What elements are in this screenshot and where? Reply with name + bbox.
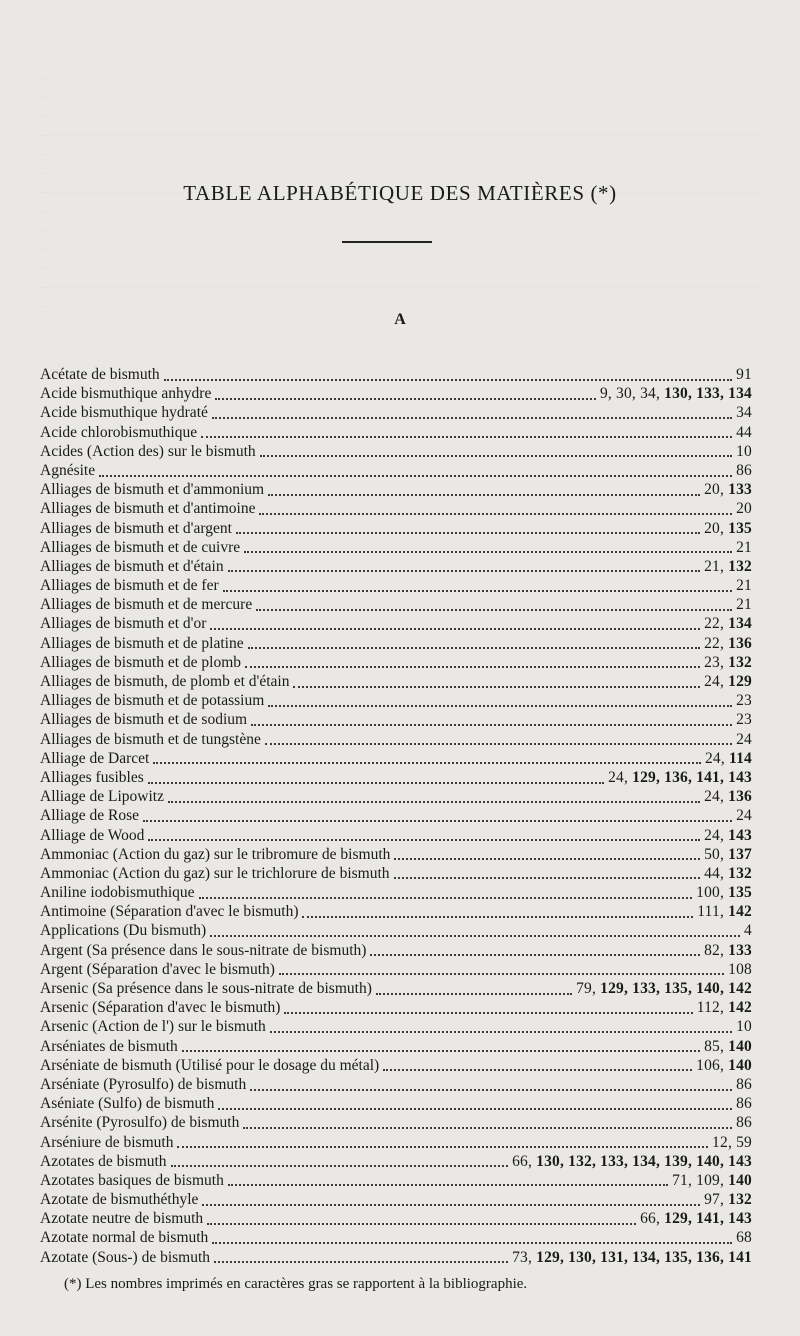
entry-pages — [736, 423, 752, 442]
index-entry — [40, 423, 752, 442]
entry-pages — [736, 576, 752, 595]
entry-term: Arsénite (Pyrosulfo) de bismuth — [40, 1114, 240, 1132]
bibliography-page-ref: 140 — [728, 1037, 752, 1055]
entry-term: Azotates basiques de bismuth — [40, 1171, 224, 1189]
index-entry — [40, 710, 752, 729]
entry-pages — [736, 538, 752, 557]
dot-leader — [394, 877, 701, 879]
entry-term: Alliages de bismuth et d'argent — [40, 519, 232, 537]
dot-leader — [256, 609, 732, 611]
entry-term: Alliages de bismuth et d'étain — [40, 557, 224, 575]
dot-leader — [223, 590, 732, 592]
bibliography-page-ref: 133 — [728, 941, 752, 959]
dot-leader — [251, 724, 732, 726]
dot-leader — [199, 897, 693, 899]
entry-term: Acides (Action des) sur le bismuth — [40, 442, 256, 460]
footnote: (*) Les nombres imprimés en caractères gras se rapportent à la bibliographie. — [64, 1276, 528, 1292]
page-ref: 86 — [736, 1075, 752, 1093]
index-entry — [40, 461, 752, 480]
entry-term: Alliage de Rose — [40, 807, 140, 825]
dot-leader — [394, 858, 700, 860]
page-ref: 91 — [736, 366, 752, 383]
index-entry — [40, 1171, 752, 1190]
bibliography-page-ref: 129, 133, 135, 140, 142 — [600, 980, 752, 997]
dot-leader — [268, 494, 700, 496]
page-ref: 24, — [704, 826, 729, 844]
entry-term: Alliages fusibles — [40, 768, 144, 786]
entry-pages — [600, 384, 752, 403]
entry-term: Azotate normal de bismuth — [40, 1229, 209, 1247]
entry-term: Alliages de bismuth et de sodium — [40, 711, 248, 729]
page-ref: 24, — [704, 749, 729, 767]
bibliography-page-ref: 129, 136, 141, 143 — [632, 768, 752, 786]
entry-pages — [704, 1190, 752, 1209]
index-entry — [40, 442, 752, 461]
entry-pages — [705, 749, 752, 768]
entry-term: Alliages de bismuth et de platine — [40, 634, 244, 652]
dot-leader — [279, 973, 724, 975]
entry-term: Azotate neutre de bismuth — [40, 1210, 204, 1228]
entry-term: Alliages de bismuth, de plomb et d'étain — [40, 673, 290, 690]
bibliography-page-ref: 133 — [728, 481, 752, 499]
dot-leader — [250, 1089, 732, 1091]
entry-pages — [736, 1017, 752, 1036]
dot-leader — [245, 666, 700, 668]
bibliography-page-ref: 135 — [728, 884, 752, 902]
dot-leader — [265, 743, 732, 745]
page-ref: 21, — [704, 557, 729, 575]
entry-term: Arséniate de bismuth (Utilisé pour le dosage du métal) — [40, 1056, 380, 1074]
bibliography-page-ref: 132 — [728, 864, 752, 882]
index-entry — [40, 941, 752, 960]
index-entry — [40, 576, 752, 595]
dot-leader — [270, 1031, 732, 1033]
index-entry — [40, 1228, 752, 1247]
bibliography-page-ref: 142 — [728, 999, 752, 1017]
entry-term: Alliage de Lipowitz — [40, 788, 164, 806]
entry-term: Arséniates de bismuth — [40, 1037, 178, 1055]
bibliography-page-ref: 129 — [728, 673, 752, 690]
index-entry — [40, 1094, 752, 1113]
index-entry — [40, 691, 752, 710]
dot-leader — [218, 1108, 732, 1110]
entry-term: Alliages de bismuth et d'ammonium — [40, 481, 265, 499]
entry-term: Azotate (Sous-) de bismuth — [40, 1248, 211, 1266]
entry-term: Alliages de bismuth et de cuivre — [40, 538, 241, 556]
index-entry — [40, 365, 752, 384]
entry-pages — [697, 998, 752, 1017]
entry-pages — [696, 883, 752, 902]
dot-leader — [302, 916, 693, 918]
entry-pages — [608, 768, 752, 787]
entry-pages — [640, 1209, 752, 1228]
index-entry — [40, 1113, 752, 1132]
page-ref: 24, — [704, 788, 729, 806]
index-entry — [40, 1075, 752, 1094]
entry-term: Argent (Séparation d'avec le bismuth) — [40, 960, 275, 978]
entry-term: Azotate de bismuthéthyle — [40, 1191, 199, 1209]
bibliography-page-ref: 140 — [728, 1171, 752, 1189]
dot-leader — [284, 1012, 692, 1014]
entry-term: Alliage de Wood — [40, 826, 145, 844]
entry-pages — [576, 979, 752, 998]
dot-leader — [214, 1261, 508, 1263]
page-ref: 21 — [736, 596, 752, 614]
dot-leader — [293, 686, 700, 688]
page-ref: 24 — [736, 730, 752, 748]
page-ref: 23, — [704, 653, 729, 671]
index-entry — [40, 1190, 752, 1209]
entry-pages — [736, 691, 752, 710]
entry-pages — [672, 1171, 752, 1190]
entry-term: Ammoniac (Action du gaz) sur le trichlorure de bismuth — [40, 864, 390, 882]
dot-leader — [148, 782, 604, 784]
entry-term: Arsenic (Séparation d'avec le bismuth) — [40, 999, 281, 1017]
index-entry — [40, 730, 752, 749]
entry-pages — [704, 614, 752, 633]
page-ref: 20 — [736, 500, 752, 518]
bibliography-page-ref: 136 — [728, 634, 752, 652]
page-ref: 85, — [704, 1037, 729, 1055]
entry-term: Arséniate (Pyrosulfo) de bismuth — [40, 1075, 247, 1093]
entry-term: Alliage de Darcet — [40, 749, 150, 767]
bibliography-page-ref: 142 — [728, 903, 752, 921]
dot-leader — [244, 551, 732, 553]
page-ref: 100, — [696, 884, 729, 902]
entry-pages — [512, 1152, 752, 1171]
index-entry — [40, 768, 752, 787]
entry-term: Acide chlorobismuthique — [40, 423, 198, 441]
entry-pages — [736, 365, 752, 384]
page-ref: 12, 59 — [712, 1133, 752, 1151]
dot-leader — [212, 1242, 732, 1244]
index-entry — [40, 538, 752, 557]
dot-leader — [207, 1223, 636, 1225]
index-entry — [40, 826, 752, 845]
entry-pages — [704, 826, 752, 845]
index-entry — [40, 1209, 752, 1228]
entry-term: Agnésite — [40, 461, 96, 479]
bibliography-page-ref: 130, 133, 134 — [664, 385, 752, 403]
index-entry — [40, 1017, 752, 1036]
entry-pages — [736, 595, 752, 614]
page-ref: 4 — [744, 922, 752, 940]
dot-leader — [212, 417, 732, 419]
entry-pages — [704, 557, 752, 576]
entry-pages — [704, 1037, 752, 1056]
entry-pages — [712, 1133, 752, 1152]
page-ref: 86 — [736, 1095, 752, 1113]
entry-pages — [736, 461, 752, 480]
index-entry — [40, 1037, 752, 1056]
index-entry — [40, 806, 752, 825]
entry-term: Alliages de bismuth et d'or — [40, 615, 207, 633]
page-ref: 112, — [696, 999, 729, 1017]
bibliography-page-ref: 132 — [728, 1191, 752, 1209]
index-entry — [40, 845, 752, 864]
index-entry — [40, 883, 752, 902]
entry-pages — [728, 960, 752, 979]
dot-leader — [210, 935, 740, 937]
entry-pages — [704, 864, 752, 883]
dot-leader — [182, 1050, 700, 1052]
dot-leader — [268, 705, 732, 707]
index-entry — [40, 1152, 752, 1171]
page-ref: 10 — [736, 442, 752, 460]
page-ref: 20, — [704, 519, 729, 537]
page-ref: 23 — [736, 692, 752, 710]
dot-leader — [215, 398, 596, 400]
entry-term: Acide bismuthique hydraté — [40, 404, 208, 422]
entry-pages — [512, 1248, 752, 1267]
entry-pages — [736, 442, 752, 461]
entry-term: Alliages de bismuth et de tungstène — [40, 730, 261, 748]
entry-term: Acide bismuthique anhydre — [40, 385, 212, 403]
page-ref: 24, — [608, 768, 633, 786]
dot-leader — [143, 820, 732, 822]
index-entry — [40, 979, 752, 998]
entry-pages — [704, 672, 752, 691]
dot-leader — [370, 954, 700, 956]
bibliography-page-ref: 130, 132, 133, 134, 139, 140, 143 — [536, 1152, 752, 1170]
bibliography-page-ref: 132 — [728, 653, 752, 671]
entry-term: Alliages de bismuth et d'antimoine — [40, 500, 256, 518]
page-ref: 22, — [704, 615, 729, 633]
entry-term: Alliages de bismuth et de potassium — [40, 692, 265, 710]
dot-leader — [177, 1146, 708, 1148]
bibliography-page-ref: 135 — [728, 519, 752, 537]
entry-pages — [736, 730, 752, 749]
dot-leader — [228, 570, 700, 572]
page-ref: 24 — [736, 807, 752, 825]
bibliography-page-ref: 129, 141, 143 — [664, 1210, 752, 1228]
index-entry — [40, 787, 752, 806]
entry-term: Arsenic (Sa présence dans le sous-nitrate de bismuth) — [40, 980, 372, 997]
index-entry — [40, 634, 752, 653]
page-ref: 86 — [736, 461, 752, 479]
bibliography-page-ref: 129, 130, 131, 134, 135, 136, 141 — [536, 1248, 752, 1266]
page-ref: 50, — [704, 845, 729, 863]
page-ref: 44 — [736, 423, 752, 441]
entry-term: Azotates de bismuth — [40, 1152, 167, 1170]
bibliography-page-ref: 132 — [728, 557, 752, 575]
entry-pages — [736, 499, 752, 518]
page-title: TABLE ALPHABÉTIQUE DES MATIÈRES (*) — [183, 181, 617, 205]
dot-leader — [243, 1127, 732, 1129]
page-ref: 68 — [736, 1229, 752, 1247]
entry-term: Alliages de bismuth et de plomb — [40, 653, 242, 671]
index-entry — [40, 998, 752, 1017]
entry-term: Aniline iodobismuthique — [40, 884, 195, 902]
index-entry — [40, 864, 752, 883]
index-entry — [40, 921, 752, 940]
page-ref: 106, — [696, 1056, 729, 1074]
entry-pages — [704, 519, 752, 538]
dot-leader — [236, 532, 700, 534]
page-ref: 10 — [736, 1018, 752, 1036]
index-entry — [40, 1056, 752, 1075]
entry-term: Arséniure de bismuth — [40, 1133, 174, 1151]
index-entry — [40, 519, 752, 538]
title-divider — [342, 241, 432, 243]
entry-term: Arsenic (Action de l') sur le bismuth — [40, 1018, 266, 1036]
page-ref: 21 — [736, 577, 752, 595]
entry-pages — [736, 806, 752, 825]
entry-pages — [736, 1094, 752, 1113]
entry-pages — [736, 710, 752, 729]
dot-leader — [153, 762, 701, 764]
dot-leader — [164, 379, 732, 381]
dot-leader — [202, 1204, 700, 1206]
entry-pages — [704, 634, 752, 653]
entry-term: Acétate de bismuth — [40, 366, 160, 383]
dot-leader — [248, 647, 700, 649]
bibliography-page-ref: 143 — [728, 826, 752, 844]
entry-pages — [704, 941, 752, 960]
entry-pages — [736, 1228, 752, 1247]
page-ref: 82, — [704, 941, 729, 959]
page-ref: 23 — [736, 711, 752, 729]
dot-leader — [148, 839, 700, 841]
page-ref: 9, 30, 34, — [599, 385, 665, 403]
entry-term: Aséniate (Sulfo) de bismuth — [40, 1095, 215, 1113]
entry-pages — [696, 1056, 752, 1075]
dot-leader — [259, 513, 732, 515]
index-entry — [40, 902, 752, 921]
bibliography-page-ref: 140 — [728, 1056, 752, 1074]
page-ref: 44, — [704, 864, 729, 882]
entry-pages — [704, 480, 752, 499]
page-ref: 79, — [576, 980, 601, 997]
bibliography-page-ref: 136 — [728, 788, 752, 806]
bibliography-page-ref: 114 — [729, 749, 752, 767]
entry-pages — [736, 1113, 752, 1132]
index-entries — [40, 365, 752, 1267]
dot-leader — [376, 993, 572, 995]
dot-leader — [201, 436, 732, 438]
index-entry — [40, 403, 752, 422]
dot-leader — [228, 1184, 668, 1186]
dot-leader — [99, 475, 732, 477]
page-ref: 73, — [512, 1248, 537, 1266]
page-ref: 97, — [704, 1191, 729, 1209]
section-letter: A — [394, 311, 406, 328]
dot-leader — [260, 455, 732, 457]
dot-leader — [171, 1165, 509, 1167]
page-ref: 21 — [736, 538, 752, 556]
page-ref: 86 — [736, 1114, 752, 1132]
index-entry — [40, 1248, 752, 1267]
page-ref: 20, — [704, 481, 729, 499]
dot-leader — [210, 628, 700, 630]
page-ref: 66, — [512, 1152, 537, 1170]
dot-leader — [168, 801, 700, 803]
index-entry — [40, 960, 752, 979]
entry-pages — [744, 921, 752, 940]
index-entry — [40, 595, 752, 614]
entry-pages — [736, 1075, 752, 1094]
entry-term: Alliages de bismuth et de mercure — [40, 596, 253, 614]
index-entry — [40, 557, 752, 576]
entry-term: Antimoine (Séparation d'avec le bismuth) — [40, 903, 299, 921]
page-ref: 66, — [640, 1210, 665, 1228]
index-entry — [40, 499, 752, 518]
entry-pages — [704, 653, 752, 672]
dot-leader — [383, 1069, 692, 1071]
entry-pages — [697, 902, 752, 921]
index-entry — [40, 653, 752, 672]
page-ref: 111, — [697, 903, 729, 921]
page-ref: 34 — [736, 404, 752, 422]
index-entry — [40, 672, 752, 691]
index-entry — [40, 384, 752, 403]
entry-term: Argent (Sa présence dans le sous-nitrate de bismuth) — [40, 941, 367, 959]
entry-pages — [704, 787, 752, 806]
page-ref: 22, — [704, 634, 729, 652]
index-entry — [40, 614, 752, 633]
entry-pages — [704, 845, 752, 864]
index-entry — [40, 749, 752, 768]
entry-term: Applications (Du bismuth) — [40, 922, 207, 940]
entry-pages — [736, 403, 752, 422]
entry-term: Ammoniac (Action du gaz) sur le tribromure de bismuth — [40, 845, 391, 863]
index-entry — [40, 1133, 752, 1152]
page-ref: 108 — [728, 960, 752, 978]
page-ref: 24, — [704, 673, 729, 690]
bibliography-page-ref: 137 — [728, 845, 752, 863]
index-entry — [40, 480, 752, 499]
bibliography-page-ref: 134 — [728, 615, 752, 633]
page-ref: 71, 109, — [672, 1171, 729, 1189]
entry-term: Alliages de bismuth et de fer — [40, 577, 219, 595]
